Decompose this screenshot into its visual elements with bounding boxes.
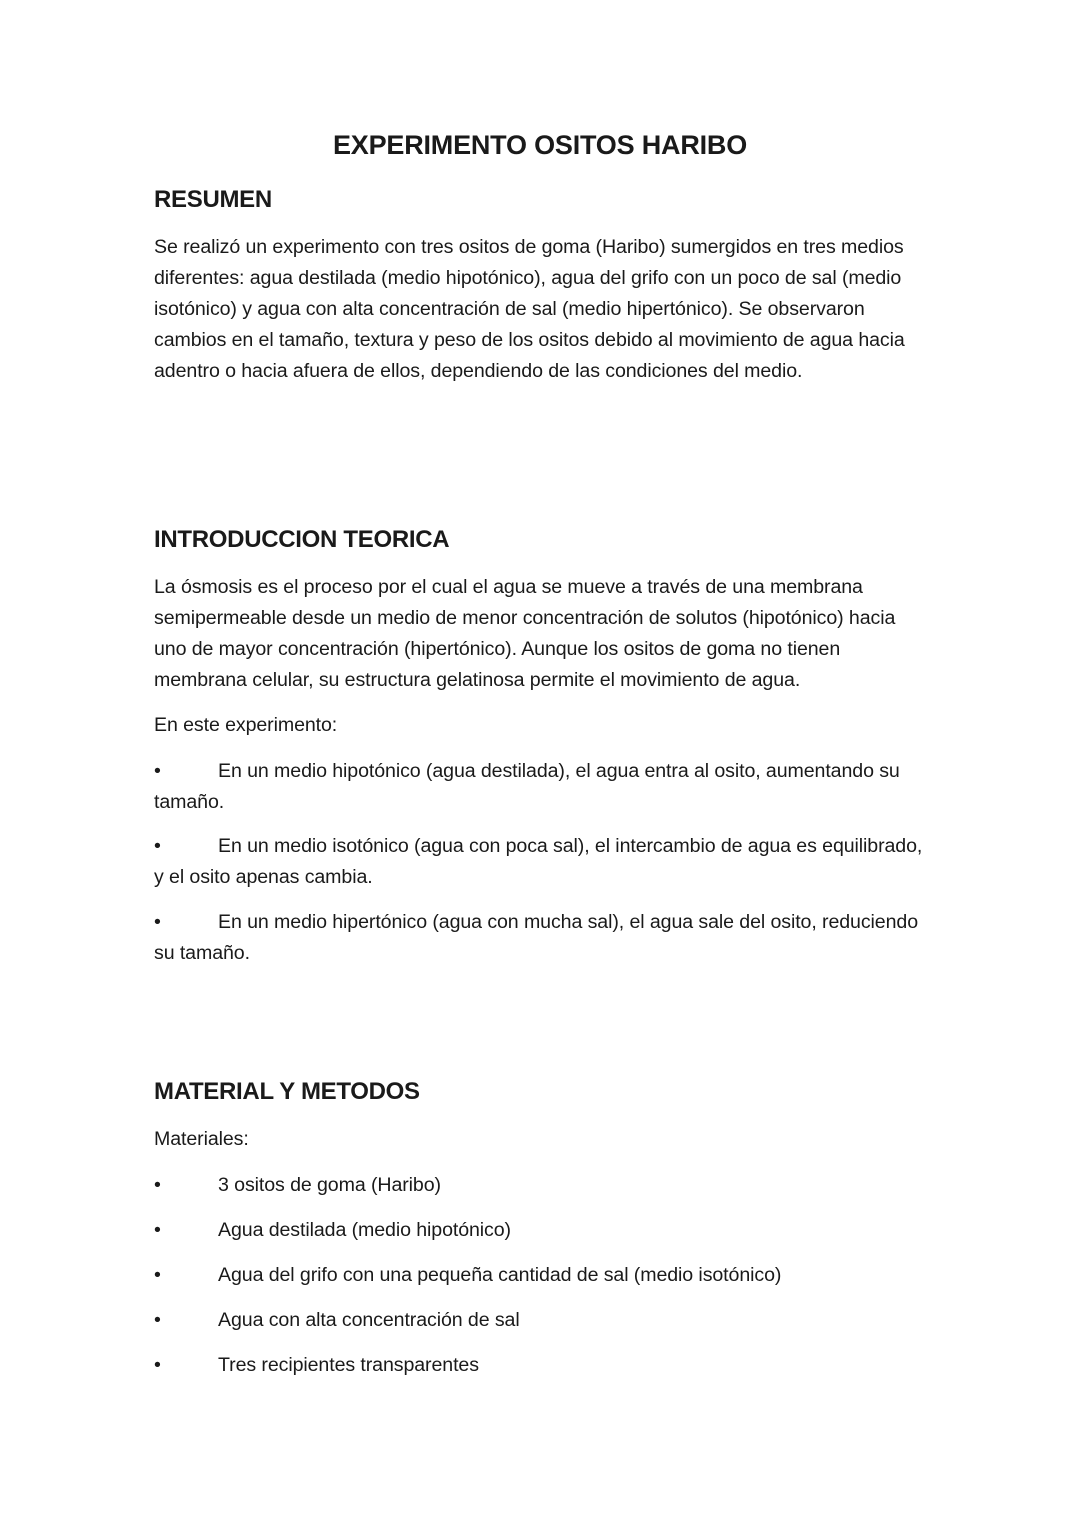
bullet-marker: • [154, 1264, 161, 1286]
list-item-text: En un medio hipotónico (agua destilada), el agua entra al osito, aumentando su tamaño. [154, 760, 900, 813]
section-heading-introduccion: INTRODUCCION TEORICA [154, 526, 450, 553]
list-item-text: Agua del grifo con una pequeña cantidad de sal (medio isotónico) [218, 1264, 782, 1286]
bullet-marker: • [154, 1219, 161, 1241]
list-item [154, 831, 929, 893]
section-heading-material: MATERIAL Y METODOS [154, 1078, 420, 1105]
list-item-text: En un medio isotónico (agua con poca sal), el intercambio de agua es equilibrado, y el osito apenas cambia. [154, 835, 923, 888]
bullet-marker: • [154, 760, 161, 782]
list-item-text: Tres recipientes transparentes [218, 1354, 479, 1376]
bullet-marker: • [154, 1174, 161, 1196]
material-lead: Materiales: [154, 1128, 249, 1150]
list-item [154, 1170, 929, 1201]
bullet-marker: • [154, 1309, 161, 1331]
bullet-marker: • [154, 911, 161, 933]
bullet-marker: • [154, 1354, 161, 1376]
list-item-text: Agua destilada (medio hipotónico) [218, 1219, 511, 1241]
list-item [154, 1305, 929, 1336]
resumen-paragraph: Se realizó un experimento con tres ositos de goma (Haribo) sumergidos en tres medios diferentes: agua destilada (medio hipotónico), agua del grifo con un poco de sal (medio isotónico) y agua con alta concentración de sal (medio hipertónico). Se observaron cambios en el tamaño, textura y peso de los ositos debido al movimiento de agua hacia adentro o hacia afuera de ellos, dependiendo de las condiciones del medio. [154, 236, 905, 382]
list-item [154, 1215, 929, 1246]
introduccion-lead: En este experimento: [154, 714, 338, 736]
list-item [154, 756, 929, 818]
list-item [154, 1350, 929, 1381]
list-item [154, 1260, 929, 1291]
list-item [154, 907, 929, 969]
bullet-marker: • [154, 835, 161, 857]
introduccion-paragraph: La ósmosis es el proceso por el cual el agua se mueve a través de una membrana semipermeable desde un medio de menor concentración de solutos (hipotónico) hacia uno de mayor concentración (hipertónico). Aunque los ositos de goma no tienen membrana celular, su estructura gelatinosa permite el movimiento de agua. [154, 576, 896, 691]
document-title: EXPERIMENTO OSITOS HARIBO [332, 130, 748, 160]
list-item-text: En un medio hipertónico (agua con mucha sal), el agua sale del osito, reduciendo su tamaño. [154, 911, 918, 964]
list-item-text: 3 ositos de goma (Haribo) [218, 1174, 441, 1196]
section-heading-resumen: RESUMEN [154, 186, 272, 213]
list-item-text: Agua con alta concentración de sal [218, 1309, 520, 1331]
